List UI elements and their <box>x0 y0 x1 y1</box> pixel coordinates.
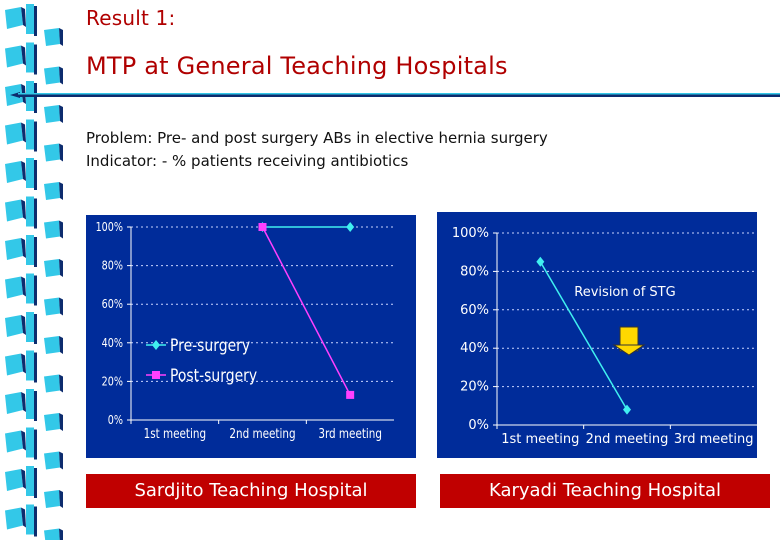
data-point <box>346 391 354 399</box>
sardjito-chart <box>86 215 416 458</box>
y-tick-label: 40% <box>460 341 489 357</box>
legend-marker <box>152 371 160 379</box>
x-tick-label: 1st meeting <box>143 425 207 442</box>
data-point <box>259 223 267 231</box>
stg-revision-annotation <box>500 285 750 300</box>
legend-label: Pre-surgery <box>170 335 251 356</box>
y-tick-label: 40% <box>101 335 124 351</box>
legend-label: Post-surgery <box>170 365 258 386</box>
indicator-line: Indicator: - % patients receiving antibiotics <box>86 152 409 170</box>
y-tick-label: 20% <box>101 374 124 389</box>
problem-line: Problem: Pre- and post surgery ABs in elective hernia surgery <box>86 129 548 147</box>
page-title: MTP at General Teaching Hospitals <box>86 52 508 80</box>
y-tick-label: 80% <box>101 258 124 273</box>
chart-background <box>86 215 416 458</box>
x-tick-label: 2nd meeting <box>585 432 669 447</box>
y-tick-label: 0% <box>468 418 489 433</box>
y-tick-label: 60% <box>460 302 489 318</box>
y-tick-label: 100% <box>451 226 489 241</box>
left-chart-caption: Sardjito Teaching Hospital <box>86 474 416 508</box>
y-tick-label: 0% <box>107 412 124 428</box>
y-tick-label: 100% <box>95 219 124 235</box>
y-tick-label: 80% <box>460 264 489 280</box>
y-tick-label: 60% <box>101 297 124 312</box>
annotation-text: Revision of STG <box>574 285 676 300</box>
karyadi-chart <box>437 212 757 458</box>
x-tick-label: 3rd meeting <box>318 425 383 442</box>
x-tick-label: 3rd meeting <box>673 432 754 447</box>
right-chart-caption: Karyadi Teaching Hospital <box>440 474 770 508</box>
y-tick-label: 20% <box>460 379 489 395</box>
x-tick-label: 1st meeting <box>501 432 580 447</box>
result-label: Result 1: <box>86 6 176 30</box>
x-tick-label: 2nd meeting <box>229 425 296 442</box>
